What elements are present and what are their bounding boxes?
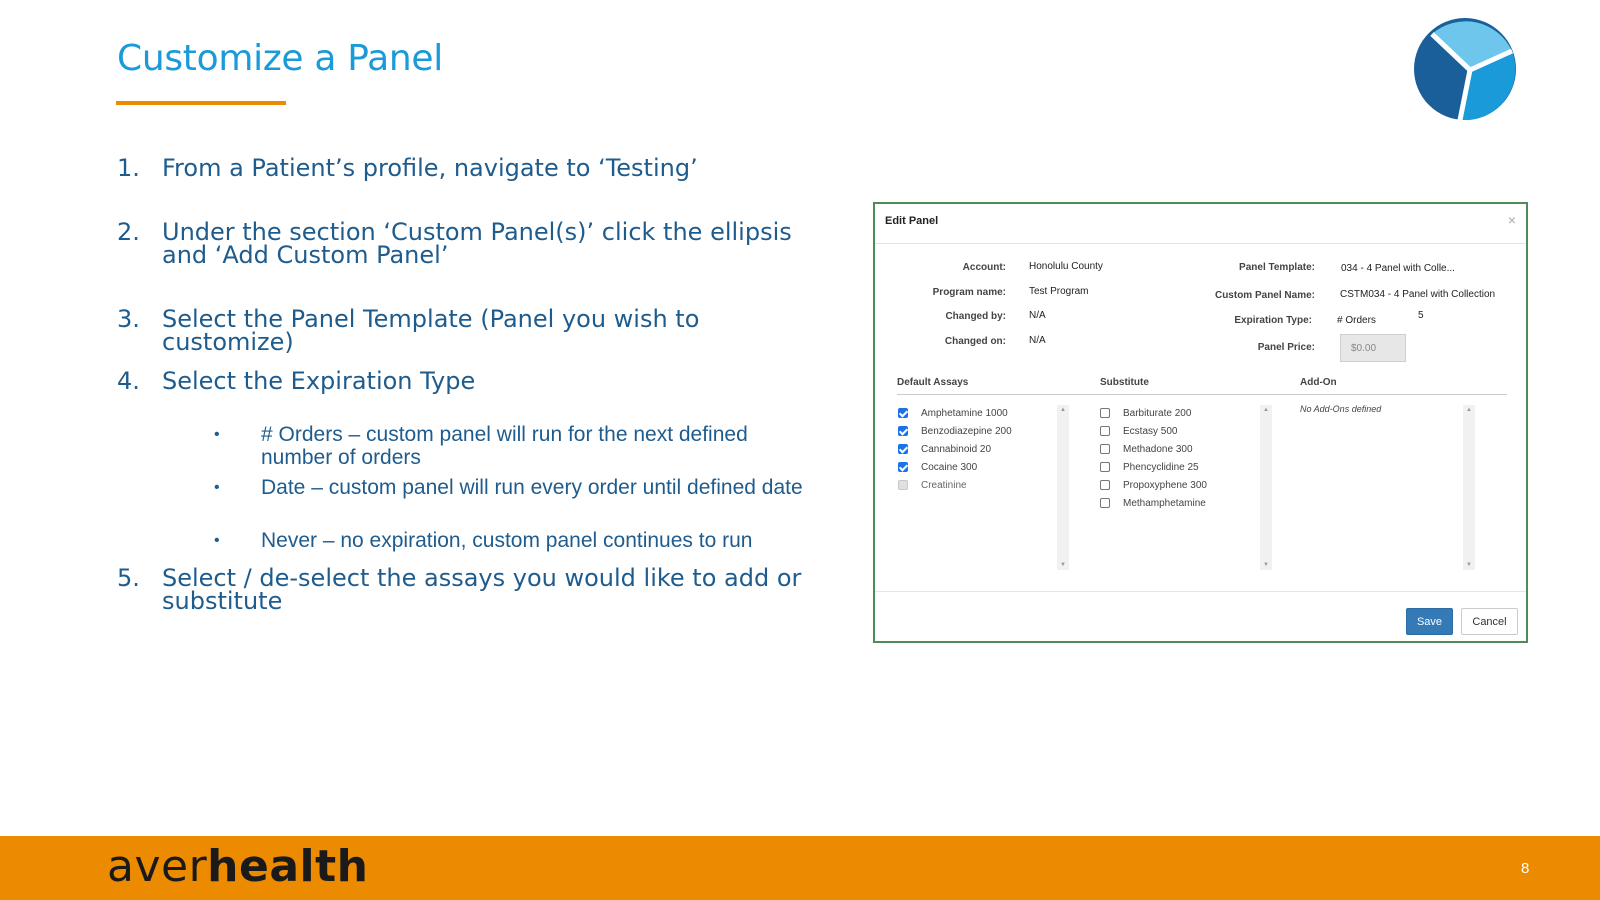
substitute-checkbox[interactable] [1100, 426, 1110, 436]
substitute-checkbox[interactable] [1100, 498, 1110, 508]
edit-panel-dialog [873, 202, 1528, 643]
dialog-header [875, 204, 1526, 244]
step-item [117, 305, 832, 356]
changed-on-value: N/A [1029, 335, 1046, 346]
changed-by-value: N/A [1029, 310, 1046, 321]
assay-label: Cannabinoid 20 [921, 443, 992, 455]
company-logo-mark [1412, 18, 1520, 120]
panel-template-select[interactable]: 034 - 4 Panel with Colle... [1341, 263, 1455, 274]
account-value: Honolulu County [1029, 261, 1103, 272]
assay-label: Benzodiazepine 200 [921, 425, 1012, 437]
step-text: From a Patient’s profile, navigate to ‘Testing’ [162, 154, 698, 182]
column-divider [897, 394, 1507, 395]
step-text: Select the Expiration Type [162, 367, 476, 395]
cancel-button[interactable]: Cancel [1461, 608, 1518, 635]
step-item [117, 218, 832, 269]
step-number: 2. [117, 218, 140, 246]
default-assays-list [898, 404, 1012, 494]
brand-part-aver: aver [107, 841, 208, 892]
substitute-scrollbar[interactable] [1260, 405, 1272, 570]
substitute-item[interactable] [1100, 476, 1207, 494]
dialog-footer-divider [875, 591, 1526, 592]
scroll-up-icon[interactable]: ▲ [1466, 407, 1472, 413]
custom-panel-name-input[interactable]: CSTM034 - 4 Panel with Collection [1340, 289, 1496, 300]
bullet-text: Date – custom panel will run every order until defined date [261, 476, 803, 499]
step-number: 4. [117, 367, 140, 395]
step-item [117, 564, 832, 615]
substitute-checkbox[interactable] [1100, 444, 1110, 454]
substitute-item[interactable] [1100, 440, 1207, 458]
step-number: 1. [117, 154, 140, 182]
scroll-down-icon[interactable]: ▼ [1060, 562, 1066, 568]
page-number: 8 [1521, 860, 1530, 877]
assay-label: Amphetamine 1000 [921, 407, 1008, 419]
changed-on-label: Changed on: [944, 336, 1006, 347]
substitute-item[interactable] [1100, 458, 1207, 476]
substitute-label: Methadone 300 [1123, 443, 1193, 455]
account-label: Account: [962, 262, 1006, 273]
substitute-heading: Substitute [1100, 377, 1149, 388]
substitute-checkbox[interactable] [1100, 408, 1110, 418]
step-text: Select the Panel Template (Panel you wish to customize) [162, 305, 700, 356]
dialog-title: Edit Panel [885, 215, 939, 227]
substitute-label: Propoxyphene 300 [1123, 479, 1207, 491]
substitute-label: Phencyclidine 25 [1123, 461, 1199, 473]
step-item [117, 367, 832, 395]
bullet-item [214, 476, 806, 499]
substitute-list [1100, 404, 1207, 512]
substitute-label: Barbiturate 200 [1123, 407, 1192, 419]
step-number: 3. [117, 305, 140, 333]
scroll-up-icon[interactable]: ▲ [1060, 407, 1066, 413]
step-item [117, 154, 832, 182]
scroll-down-icon[interactable]: ▼ [1263, 562, 1269, 568]
assay-label: Creatinine [921, 479, 967, 491]
step-text: Select / de-select the assays you would like to add or substitute [162, 564, 802, 615]
substitute-item[interactable] [1100, 404, 1207, 422]
assay-item[interactable] [898, 458, 1012, 476]
substitute-item[interactable] [1100, 422, 1207, 440]
assay-item [898, 476, 1012, 494]
panel-price-label: Panel Price: [1257, 342, 1315, 353]
substitute-item[interactable] [1100, 494, 1207, 512]
bullet-dot: • [214, 479, 220, 496]
bullet-text: Never – no expiration, custom panel continues to run [261, 529, 753, 552]
title-underline [116, 101, 286, 105]
assay-checkbox[interactable] [898, 462, 908, 472]
step-text: Under the section ‘Custom Panel(s)’ click the ellipsis and ‘Add Custom Panel’ [162, 218, 792, 269]
save-button[interactable]: Save [1406, 608, 1453, 635]
bullet-dot: • [214, 426, 220, 443]
assay-checkbox[interactable] [898, 444, 908, 454]
scroll-down-icon[interactable]: ▼ [1466, 562, 1472, 568]
substitute-checkbox[interactable] [1100, 462, 1110, 472]
assay-item[interactable] [898, 422, 1012, 440]
expiration-type-select[interactable]: # Orders [1337, 315, 1376, 326]
assay-checkbox-disabled [898, 480, 908, 490]
assay-item[interactable] [898, 404, 1012, 422]
panel-template-label: Panel Template: [1239, 262, 1315, 273]
program-label: Program name: [932, 287, 1006, 298]
slide-title: Customize a Panel [117, 38, 443, 79]
substitute-label: Ecstasy 500 [1123, 425, 1178, 437]
close-icon[interactable]: × [1507, 212, 1516, 228]
custom-panel-name-label: Custom Panel Name: [1214, 290, 1315, 301]
bullet-item [214, 529, 806, 552]
substitute-checkbox[interactable] [1100, 480, 1110, 490]
assay-checkbox[interactable] [898, 408, 908, 418]
assay-checkbox[interactable] [898, 426, 908, 436]
panel-price-input: $0.00 [1340, 334, 1406, 362]
changed-by-label: Changed by: [945, 311, 1006, 322]
bullet-text: # Orders – custom panel will run for the next defined number of orders [261, 423, 748, 469]
step-number: 5. [117, 564, 140, 592]
assay-label: Cocaine 300 [921, 461, 978, 473]
add-on-heading: Add-On [1300, 377, 1337, 388]
bullet-item [214, 423, 806, 469]
brand-part-health: health [207, 841, 369, 892]
program-value: Test Program [1029, 286, 1089, 297]
bullet-dot: • [214, 532, 220, 549]
expiration-count-input[interactable]: 5 [1418, 310, 1424, 321]
default-assays-scrollbar[interactable] [1057, 405, 1069, 570]
expiration-type-label: Expiration Type: [1234, 315, 1312, 326]
add-on-scrollbar[interactable] [1463, 405, 1475, 570]
assay-item[interactable] [898, 440, 1012, 458]
default-assays-heading: Default Assays [897, 377, 969, 388]
add-on-empty-message: No Add-Ons defined [1300, 404, 1382, 414]
brand-logo [107, 841, 368, 892]
substitute-label: Methamphetamine [1123, 497, 1206, 509]
scroll-up-icon[interactable]: ▲ [1263, 407, 1269, 413]
